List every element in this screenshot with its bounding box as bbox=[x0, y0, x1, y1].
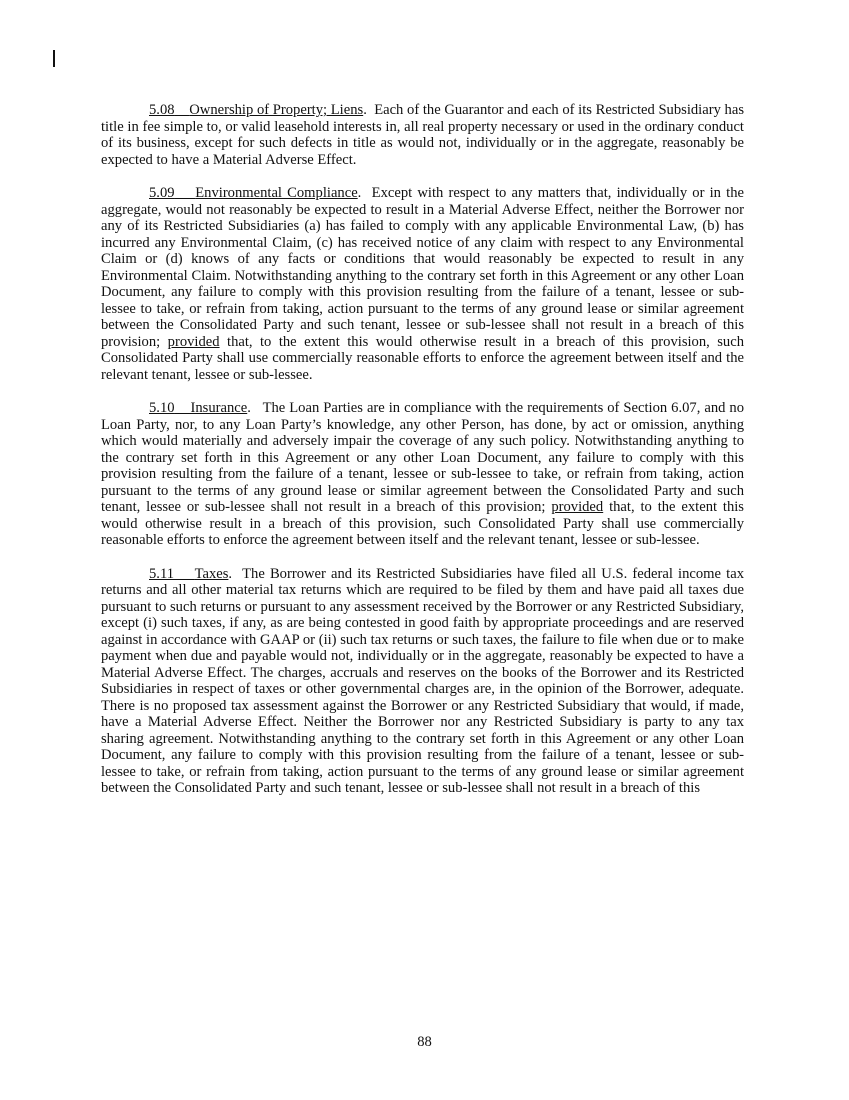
section-title: Taxes bbox=[194, 565, 229, 582]
section-title: Insurance bbox=[190, 400, 248, 416]
section-title: Ownership of Property; Liens bbox=[189, 102, 364, 118]
provided-term: provided bbox=[167, 333, 220, 350]
section-body: Except with respect to any matters that, individually or in the aggregate, would not reasonably be expected to result in a Material Adverse Effect, neither the Borrower nor any of its Restricted Subsidiaries (a) has failed to comply with any applicable Environmental Law, (b) has incurred any Environmental Claim, (c) has received notice of any claim with respect to any Environmental Claim or (d) knows of any facts or conditions that would reasonably be expected to result in any Environmental Claim. Notwithstanding anything to the contrary set forth in this Agreement or any other Loan Document, any failure to comply with this provision resulting from the failure of a tenant, lessee or sub-lessee to take, or refrain from taking, action pursuant to the terms of any ground lease or similar agreement between the Consolidated Party and such tenant, lessee or sub-lessee shall not result in a breach of this provision; bbox=[101, 185, 744, 350]
section-5-10: 5.10 Insurance. The Loan Parties are in compliance with the requirements of Section 6.07, and no Loan Party, nor, to any Loan Party’s knowledge, any other Person, has done, by act or omission, anything which would materially and adversely impair the coverage of any such policy. Notwithstanding anything to the contrary set forth in this Agreement or any other Loan Document, any failure to comply with this provision resulting from the failure of a tenant, lessee or sub-lessee to take, or refrain from taking, action pursuant to the terms of any ground lease or similar agreement between the Consolidated Party and such tenant, lessee or sub-lessee shall not result in a breach of this provision; provided that, to the extent this would otherwise result in a breach of this provision, such Consolidated Party shall use commercially reasonable efforts to enforce the agreement between itself and the relevant tenant, lessee or sub-lessee. bbox=[101, 400, 744, 548]
section-number: 5.09 bbox=[149, 185, 175, 201]
section-number: 5.11 bbox=[149, 565, 174, 582]
section-5-09: 5.09 Environmental Compliance. Except with respect to any matters that, individually or in the aggregate, would not reasonably be expected to result in a Material Adverse Effect, neither the Borrower nor any of its Restricted Subsidiaries (a) has failed to comply with any applicable Environmental Law, (b) has incurred any Environmental Claim, (c) has received notice of any claim with respect to any Environmental Claim or (d) knows of any facts or conditions that would reasonably be expected to result in any Environmental Claim. Notwithstanding anything to the contrary set forth in this Agreement or any other Loan Document, any failure to comply with this provision resulting from the failure of a tenant, lessee or sub-lessee to take, or refrain from taking, action pursuant to the terms of any ground lease or similar agreement between the Consolidated Party and such tenant, lessee or sub-lessee shall not result in a breach of this provision; provided that, to the extent this would otherwise result in a breach of this provision, such Consolidated Party shall use commercially reasonable efforts to enforce the agreement between itself and the relevant tenant, lessee or sub-lessee. bbox=[101, 185, 745, 383]
section-number: 5.08 bbox=[149, 102, 175, 118]
section-5-11: 5.11 Taxes. The Borrower and its Restricted Subsidiaries have filed all U.S. federal income tax returns and all other material tax returns which are required to be filed by them and have paid all taxes due pursuant to such returns or pursuant to any assessment received by the Borrower or any Restricted Subsidiary, except (i) such taxes, if any, as are being contested in good faith by appropriate proceedings and are reserved against in accordance with GAAP or (ii) such tax returns or such taxes, the failure to file when due or to make payment when due and payable would not, individually or in the aggregate, reasonably be expected to have a Material Adverse Effect. The charges, accruals and reserves on the books of the Borrower and its Restricted Subsidiaries in respect of taxes or other governmental charges are, in the opinion of the Borrower, adequate. There is no proposed tax assessment against the Borrower or any Restricted Subsidiary that would, if made, have a Material Adverse Effect. Neither the Borrower nor any Restricted Subsidiary is party to any tax sharing agreement. Notwithstanding anything to the contrary set forth in this Agreement or any other Loan Document, any failure to comply with this provision resulting from the failure of a tenant, lessee or sub-lessee to take, or refrain from taking, action pursuant to the terms of any ground lease or similar agreement between the Consolidated Party and such tenant, lessee or sub-lessee shall not result in a breach of this bbox=[101, 565, 744, 796]
section-body: The Borrower and its Restricted Subsidiaries have filed all U.S. federal income tax returns and all other material tax returns which are required to be filed by them and have paid all taxes due pursuant to such returns or pursuant to any assessment received by the Borrower or any Restricted Subsidiary, except (i) such taxes, if any, as are being contested in good faith by appropriate proceedings and are reserved against in accordance with GAAP or (ii) such tax returns or such taxes, the failure to file when due or to make payment when due and payable would not, individually or in the aggregate, reasonably be expected to have a Material Adverse Effect. The charges, accruals and reserves on the books of the Borrower and its Restricted Subsidiaries in respect of taxes or other governmental charges are, in the opinion of the Borrower, adequate. There is no proposed tax assessment against the Borrower or any Restricted Subsidiary that would, if made, have a Material Adverse Effect. Neither the Borrower nor any Restricted Subsidiary is party to any tax sharing agreement. Notwithstanding anything to the contrary set forth in this Agreement or any other Loan Document, any failure to comply with this provision resulting from the failure of a tenant, lessee or sub-lessee to take, or refrain from taking, action pursuant to the terms of any ground lease or similar agreement between the Consolidated Party and such tenant, lessee or sub-lessee shall not result in a breach of this bbox=[101, 565, 744, 796]
section-body: Each of the Guarantor and each of its Restricted Subsidiary has title in fee simple to, or valid leasehold interests in, all real property necessary or used in the ordinary conduct of its business, except for such defects in title as would not, individually or in the aggregate, reasonably be expected to have a Material Adverse Effect. bbox=[101, 102, 744, 168]
section-body-continued: that, to the extent this would otherwise result in a breach of this provision, such Consolidated Party shall use commercially reasonable efforts to enforce the agreement between itself and the relevant tenant, lessee or sub-lessee. bbox=[101, 333, 745, 383]
section-body: The Loan Parties are in compliance with the requirements of Section 6.07, and no Loan Party, nor, to any Loan Party’s knowledge, any other Person, has done, by act or omission, anything which would materially and adversely impair the coverage of any such policy. Notwithstanding anything to the contrary set forth in this Agreement or any other Loan Document, any failure to comply with this provision resulting from the failure of a tenant, lessee or sub-lessee to take, or refrain from taking, action pursuant to the terms of any ground lease or similar agreement between the Consolidated Party and such tenant, lessee or sub-lessee shall not result in a breach of this provision; bbox=[101, 400, 744, 515]
section-body-continued: that, to the extent this would otherwise result in a breach of this provision, such Consolidated Party shall use commercially reasonable efforts to enforce the agreement between itself and the relevant tenant, lessee or sub-lessee. bbox=[101, 499, 744, 548]
page-number: 88 bbox=[417, 1034, 432, 1050]
section-number: 5.10 bbox=[149, 400, 175, 416]
change-bar bbox=[53, 50, 55, 67]
section-title: Environmental Compliance bbox=[195, 185, 358, 201]
provided-term: provided bbox=[551, 499, 604, 515]
document-body bbox=[101, 102, 744, 814]
section-5-08: 5.08 Ownership of Property; Liens. Each of the Guarantor and each of its Restricted Subsidiary has title in fee simple to, or valid leasehold interests in, all real property necessary or used in the ordinary conduct of its business, except for such defects in title as would not, individually or in the aggregate, reasonably be expected to have a Material Adverse Effect. bbox=[101, 102, 744, 168]
